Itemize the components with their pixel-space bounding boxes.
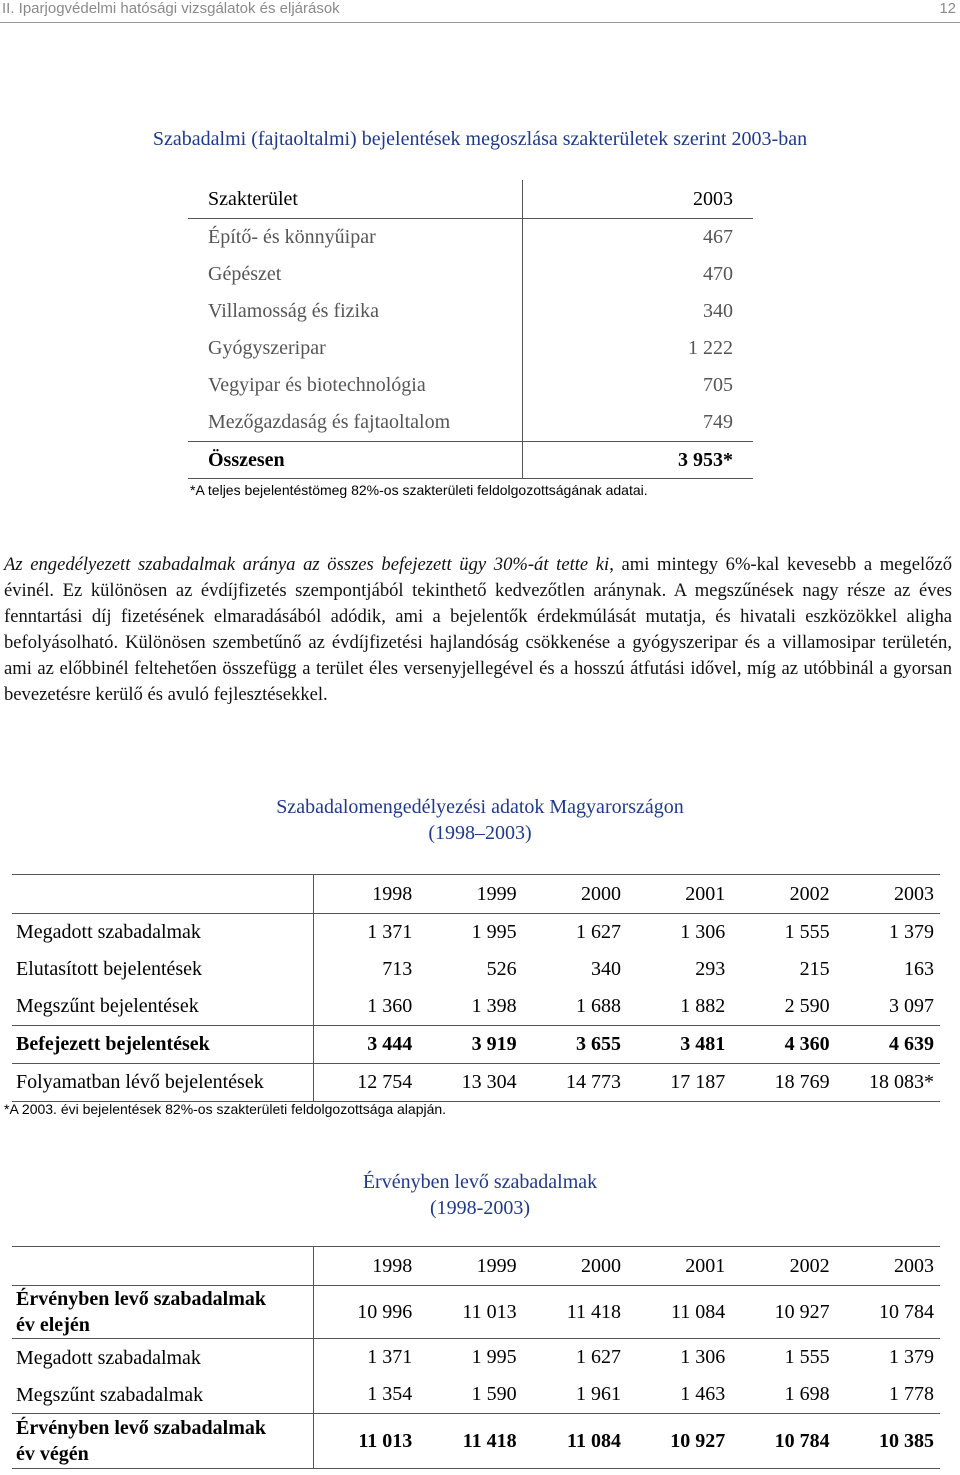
table2-title-line2: (1998–2003) xyxy=(428,822,532,844)
paragraph-text: , ami mintegy 6%-kal kevesebb a megelőző évinél. Ez különösen az évdíjfizetés szempontjából tekinthető kedvezőtlen aránynak. A megszűnések nagy része az éves fenntartási díj fizetésének elmaradásából adódik, ami a bejelentők érdekmúlását mutatja, és hivatali eszközökkel aligha befolyásolható. Különösen szembetűnő az évdíjfizetési hajlandóság csökkenése a gyógyszeripar és a villamosipar területén, ami az előbbinél feltehetően összefügg a terület éles versenyjellegével és a hosszú átfutási idővel, míg az utóbbinál a gyorsan bevezetésre kerülő és avuló fejlesztésekkel. xyxy=(4,554,952,705)
cell-value: 14 773 xyxy=(523,1064,627,1102)
cell-value: 3 481 xyxy=(627,1026,731,1064)
cell-value: 11 418 xyxy=(566,1300,621,1323)
row-label: Gépészet xyxy=(208,263,282,285)
cell-value: 215 xyxy=(799,958,830,980)
cell-value: 163 xyxy=(904,958,934,980)
year-header: 2000 xyxy=(523,875,627,914)
column-header-year: 2003 xyxy=(523,180,754,219)
cell-value: 18 083* xyxy=(836,1064,940,1102)
cell-value: 340 xyxy=(590,958,621,980)
table-header-row xyxy=(12,875,940,914)
cell-value: 1 463 xyxy=(680,1383,726,1405)
cell-value: 11 084 xyxy=(523,1414,627,1469)
cell-value: 1 360 xyxy=(367,995,413,1017)
row-label: Megadott szabadalmak xyxy=(12,914,313,952)
cell-value: 1 627 xyxy=(575,921,621,943)
row-label xyxy=(12,1414,313,1469)
cell-value: 13 304 xyxy=(418,1064,522,1102)
cell-value: 1 555 xyxy=(731,1339,835,1377)
cell-value: 10 927 xyxy=(774,1300,830,1323)
table3-title xyxy=(0,1169,960,1221)
year-header: 1998 xyxy=(313,1247,418,1286)
row-label: Megszűnt bejelentések xyxy=(12,988,313,1026)
cell-value: 2 590 xyxy=(784,995,830,1017)
cell-value: 4 360 xyxy=(731,1026,835,1064)
table-row xyxy=(188,219,753,257)
cell-value: 11 013 xyxy=(462,1300,517,1323)
cell-value: 11 013 xyxy=(313,1414,418,1469)
row-label: Gyógyszeripar xyxy=(208,337,326,359)
cell-value: 1 778 xyxy=(889,1383,934,1405)
paragraph-italic-lead: Az engedélyezett szabadalmak aránya az összes befejezett ügy 30%-át tette ki xyxy=(4,554,610,575)
row-value: 467 xyxy=(523,219,754,257)
year-header: 1998 xyxy=(313,875,418,914)
cell-value: 17 187 xyxy=(627,1064,731,1102)
cell-value: 1 590 xyxy=(471,1383,517,1405)
year-header: 2003 xyxy=(836,1247,940,1286)
cell-value: 3 655 xyxy=(523,1026,627,1064)
row-label: Befejezett bejelentések xyxy=(12,1026,313,1064)
table-row xyxy=(188,367,753,404)
table-row xyxy=(188,404,753,442)
patents-in-force-table xyxy=(12,1246,940,1469)
page-header xyxy=(0,0,960,23)
table3-title-line1: Érvényben levő szabadalmak xyxy=(362,1171,598,1193)
cell-value: 1 371 xyxy=(313,1339,418,1377)
cell-value: 713 xyxy=(382,958,413,980)
cell-value: 1 398 xyxy=(471,995,517,1017)
table-row xyxy=(188,330,753,367)
year-header: 2001 xyxy=(627,875,731,914)
table-row xyxy=(12,1339,940,1377)
patent-grant-table xyxy=(12,874,940,1102)
table2-footnote: *A 2003. évi bejelentések 82%-os szakterületi feldolgozottsága alapján. xyxy=(4,1101,447,1117)
row-value: 749 xyxy=(523,404,754,442)
total-row xyxy=(188,442,753,479)
cell-value: 1 371 xyxy=(367,921,413,943)
cell-value: 4 639 xyxy=(836,1026,940,1064)
cell-value: 1 627 xyxy=(523,1339,627,1377)
year-header: 2002 xyxy=(731,1247,835,1286)
cell-value: 10 784 xyxy=(879,1300,934,1323)
row-label: Megszűnt szabadalmak xyxy=(12,1376,313,1414)
cell-value: 1 995 xyxy=(471,921,517,943)
field-distribution-table xyxy=(188,180,753,479)
table-row xyxy=(12,1376,940,1414)
row-label-line2: év végén xyxy=(16,1443,89,1465)
table-row xyxy=(188,256,753,293)
cell-value: 11 418 xyxy=(418,1414,522,1469)
cell-value: 1 698 xyxy=(784,1383,830,1405)
row-label: Építő- és könnyűipar xyxy=(208,226,376,248)
table1-title: Szabadalmi (fajtaoltalmi) bejelentések megoszlása szakterületek szerint 2003-ban xyxy=(152,128,808,150)
cell-value: 10 385 xyxy=(836,1414,940,1469)
cell-value: 3 919 xyxy=(418,1026,522,1064)
corner-cell xyxy=(12,875,313,914)
year-header: 2003 xyxy=(836,875,940,914)
year-header: 2002 xyxy=(731,875,835,914)
table-row xyxy=(12,951,940,988)
cell-value: 1 354 xyxy=(367,1383,413,1405)
page-number: 12 xyxy=(939,0,956,17)
corner-cell xyxy=(12,1247,313,1286)
row-label: Mezőgazdaság és fajtaoltalom xyxy=(208,411,451,433)
table3-title-line2: (1998-2003) xyxy=(430,1197,530,1219)
table-row xyxy=(12,1286,940,1339)
row-value: 705 xyxy=(523,367,754,404)
cell-value: 1 688 xyxy=(575,995,621,1017)
table-row-total xyxy=(12,1414,940,1469)
cell-value: 11 084 xyxy=(671,1300,726,1323)
row-label: Folyamatban lévő bejelentések xyxy=(12,1064,313,1102)
cell-value: 3 444 xyxy=(313,1026,418,1064)
year-header: 2000 xyxy=(523,1247,627,1286)
total-label: Összesen xyxy=(188,442,523,479)
cell-value: 526 xyxy=(486,958,517,980)
cell-value: 1 379 xyxy=(836,1339,940,1377)
year-header: 1999 xyxy=(418,875,522,914)
table-header-row xyxy=(188,180,753,219)
cell-value: 10 927 xyxy=(627,1414,731,1469)
row-value: 470 xyxy=(523,256,754,293)
cell-value: 18 769 xyxy=(731,1064,835,1102)
cell-value: 293 xyxy=(695,958,726,980)
table1-footnote: *A teljes bejelentéstömeg 82%-os szakterületi feldolgozottságának adatai. xyxy=(190,482,648,498)
body-paragraph xyxy=(4,552,952,708)
cell-value: 10 784 xyxy=(731,1414,835,1469)
cell-value: 12 754 xyxy=(313,1064,418,1102)
row-label-line1: Érvényben levő szabadalmak xyxy=(16,1417,267,1439)
cell-value: 3 097 xyxy=(889,995,934,1017)
table-row xyxy=(12,1064,940,1102)
cell-value: 1 995 xyxy=(418,1339,522,1377)
row-label: Villamosság és fizika xyxy=(208,300,379,322)
table-row-total xyxy=(12,1026,940,1064)
row-value: 1 222 xyxy=(523,330,754,367)
cell-value: 10 996 xyxy=(357,1300,413,1323)
row-label: Elutasított bejelentések xyxy=(12,951,313,988)
table-row xyxy=(12,988,940,1026)
table-row xyxy=(188,293,753,330)
cell-value: 1 882 xyxy=(680,995,726,1017)
column-header-field: Szakterület xyxy=(188,180,523,219)
table-row xyxy=(12,914,940,952)
cell-value: 1 306 xyxy=(680,921,726,943)
row-label-line1: Érvényben levő szabadalmak xyxy=(16,1288,267,1310)
table2-title xyxy=(0,794,960,846)
year-header: 1999 xyxy=(418,1247,522,1286)
row-label: Vegyipar és biotechnológia xyxy=(208,374,426,396)
total-value: 3 953* xyxy=(523,442,754,479)
cell-value: 1 555 xyxy=(784,921,830,943)
row-value: 340 xyxy=(523,293,754,330)
row-label: Megadott szabadalmak xyxy=(12,1339,313,1377)
chapter-title: II. Iparjogvédelmi hatósági vizsgálatok és eljárások xyxy=(2,0,340,17)
table2-title-line1: Szabadalomengedélyezési adatok Magyarországon xyxy=(276,796,684,818)
row-label xyxy=(12,1286,313,1339)
cell-value: 1 961 xyxy=(575,1383,621,1405)
cell-value: 1 306 xyxy=(627,1339,731,1377)
row-label-line2: év elején xyxy=(16,1314,90,1336)
table-header-row xyxy=(12,1247,940,1286)
cell-value: 1 379 xyxy=(889,921,934,943)
year-header: 2001 xyxy=(627,1247,731,1286)
